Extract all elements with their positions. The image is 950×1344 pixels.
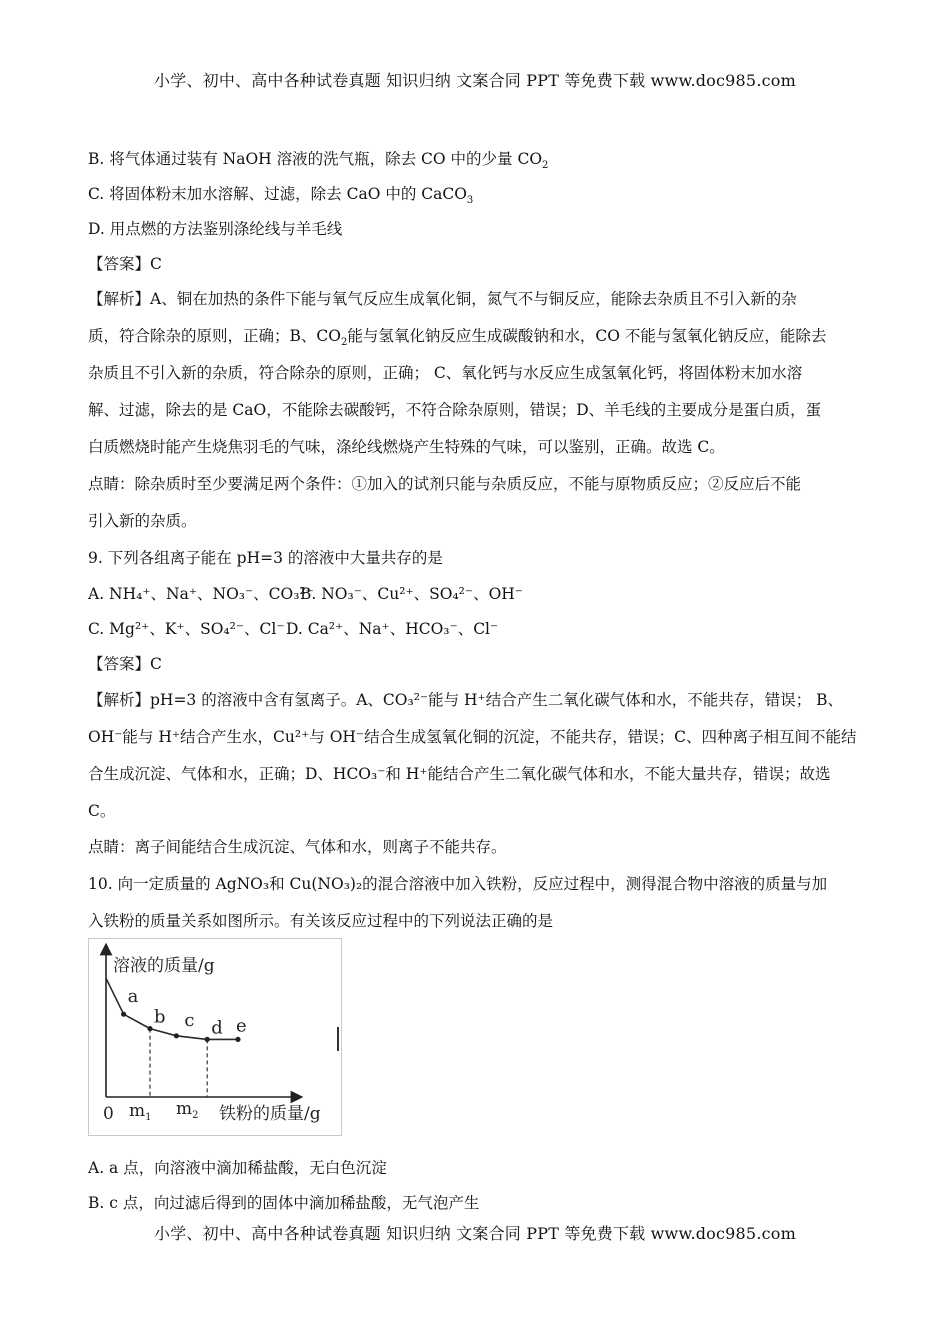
- point-c-label: c: [184, 1009, 195, 1031]
- q8-analysis-line-2: [88, 324, 826, 348]
- point-e-label: e: [236, 1015, 247, 1037]
- q8-option-d: D. 用点燃的方法鉴别涤纶线与羊毛线: [88, 220, 343, 238]
- page-header: 小学、初中、高中各种试卷真题 知识归纳 文案合同 PPT 等免费下载 www.doc985.com: [154, 71, 796, 90]
- y-axis-label: 溶液的质量/g: [113, 956, 215, 976]
- q8-analysis-line-5: 白质燃烧时能产生烧焦羽毛的气味，涤纶线燃烧产生特殊的气味，可以鉴别，正确。故选 C。: [88, 438, 725, 456]
- q9-tip: 点睛：离子间能结合生成沉淀、气体和水，则离子不能共存。: [88, 838, 507, 856]
- point-e-marker: [235, 1037, 240, 1042]
- point-b-marker: [147, 1026, 152, 1031]
- q8-option-c-text: C. 将固体粉末加水溶解、过滤，除去 CaO 中的 CaCO: [88, 185, 467, 203]
- q8-option-c: [88, 182, 473, 206]
- origin-label: 0: [103, 1104, 114, 1124]
- q9-analysis-line-2: OH⁻能与 H⁺结合产生水，Cu²⁺与 OH⁻结合生成氢氧化铜的沉淀，不能共存，错误；C、四种离子相互间不能结: [88, 728, 857, 746]
- q8-tip-line-2: 引入新的杂质。: [88, 512, 197, 530]
- q10-option-b: B. c 点，向过滤后得到的固体中滴加稀盐酸，无气泡产生: [88, 1194, 480, 1212]
- q8-answer: 【答案】C: [88, 255, 162, 273]
- q9-option-c: C. Mg²⁺、K⁺、SO₄²⁻、Cl⁻: [88, 620, 285, 638]
- q8-option-b-text: B. 将气体通过装有 NaOH 溶液的洗气瓶，除去 CO 中的少量 CO: [88, 150, 543, 168]
- q9-answer: 【答案】C: [88, 655, 162, 673]
- q8-analysis-l2-a: 质，符合除杂的原则，正确；B、CO: [88, 327, 341, 345]
- point-a-marker: [121, 1012, 126, 1017]
- tick-m1: $m_1$: [129, 1101, 152, 1123]
- point-b-label: b: [154, 1006, 166, 1028]
- point-d-label: d: [211, 1017, 223, 1039]
- page-footer: 小学、初中、高中各种试卷真题 知识归纳 文案合同 PPT 等免费下载 www.doc985.com: [154, 1224, 796, 1243]
- q8-analysis-line-4: 解、过滤，除去的是 CaO，不能除去碳酸钙，不符合除杂原则，错误；D、羊毛线的主要成分是蛋白质，蛋: [88, 401, 822, 419]
- q9-option-a: A. NH₄⁺、Na⁺、NO₃⁻、CO₃²⁻: [88, 585, 314, 603]
- point-d-marker: [205, 1037, 210, 1042]
- q10-figure: [88, 938, 342, 1136]
- q9-analysis-line-3: 合生成沉淀、气体和水，正确；D、HCO₃⁻和 H⁺能结合产生二氧化碳气体和水，不能大量共存，错误；故选: [88, 765, 831, 783]
- q9-option-d: D. Ca²⁺、Na⁺、HCO₃⁻、Cl⁻: [286, 620, 499, 638]
- q9-stem: 9. 下列各组离子能在 pH=3 的溶液中大量共存的是: [88, 549, 443, 567]
- q8-option-b: [88, 147, 548, 171]
- q10-stem-line-2: 入铁粉的质量关系如图所示。有关该反应过程中的下列说法正确的是: [88, 912, 554, 930]
- q9-option-b: B. NO₃⁻、Cu²⁺、SO₄²⁻、OH⁻: [300, 585, 523, 603]
- q8-analysis-l2-b: 能与氢氧化钠反应生成碳酸钠和水，CO 不能与氢氧化钠反应，能除去: [347, 327, 827, 345]
- q8-tip-line-1: 点睛：除杂质时至少要满足两个条件：①加入的试剂只能与杂质反应，不能与原物质反应；②反应后不能: [88, 475, 802, 493]
- q8-option-b-sub: 2: [542, 160, 549, 172]
- q10-chart: [89, 939, 341, 1135]
- q8-option-c-sub: 3: [466, 195, 474, 207]
- point-a-label: a: [127, 986, 139, 1008]
- q10-option-a: A. a 点，向溶液中滴加稀盐酸，无白色沉淀: [88, 1159, 387, 1177]
- tick-m2: $m_2$: [176, 1099, 199, 1121]
- q9-analysis-line-4: C。: [88, 802, 116, 820]
- q9-analysis-line-1: 【解析】pH=3 的溶液中含有氢离子。A、CO₃²⁻能与 H⁺结合产生二氧化碳气体和水，不能共存，错误； B、: [88, 691, 844, 709]
- q8-analysis-line-1: 【解析】A、铜在加热的条件下能与氧气反应生成氧化铜，氮气不与铜反应，能除去杂质且不引入新的杂: [88, 290, 797, 308]
- text-cursor: [337, 1027, 339, 1051]
- q10-stem-line-1: 10. 向一定质量的 AgNO₃和 Cu(NO₃)₂的混合溶液中加入铁粉，反应过程中，测得混合物中溶液的质量与加: [88, 875, 828, 893]
- x-axis-label: 铁粉的质量/g: [219, 1104, 321, 1124]
- q8-analysis-l2-sub: 2: [340, 337, 348, 349]
- q8-analysis-line-3: 杂质且不引入新的杂质，符合除杂的原则，正确； C、氧化钙与水反应生成氢氧化钙，将固体粉末加水溶: [88, 364, 803, 382]
- point-c-marker: [174, 1033, 179, 1038]
